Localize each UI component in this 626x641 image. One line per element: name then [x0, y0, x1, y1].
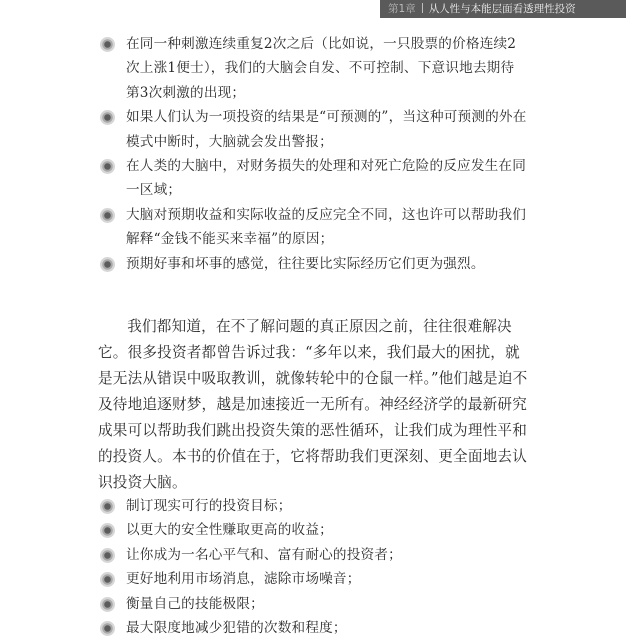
chapter-label: 第1章: [388, 3, 416, 15]
list-item-text: 衡量自己的技能极限；: [126, 595, 264, 612]
list-item: [98, 252, 528, 276]
list-item: [98, 105, 528, 154]
goals-list: [98, 494, 528, 640]
bullet-icon: [100, 499, 115, 514]
list-item: [98, 518, 528, 542]
bullet-icon: [100, 572, 115, 587]
list-item-text: 在人类的大脑中，对财务损失的处理和对死亡危险的反应发生在同一区域；: [126, 158, 527, 199]
list-item-text: 在同一种刺激连续重复2次之后（比如说，一只股票的价格连续2次上涨1便士），我们的大脑会自发、不可控制、下意识地去期待第3次刺激的出现；: [126, 36, 517, 101]
list-item-text: 大脑对预期收益和实际收益的反应完全不同，这也许可以帮助我们解释“金钱不能买来幸福”的原因；: [126, 206, 527, 248]
list-item-text: 预期好事和坏事的感觉，往往要比实际经历它们更为强烈。: [126, 255, 485, 272]
bullet-icon: [100, 110, 115, 125]
bullet-icon: [100, 37, 115, 52]
list-item: [98, 567, 528, 591]
bullet-icon: [100, 597, 115, 612]
bullet-icon: [100, 208, 115, 223]
list-item-text: 如果人们认为一项投资的结果是“可预测的”，当这种可预测的外在模式中断时，大脑就会发出警报；: [126, 109, 527, 150]
bullet-icon: [100, 257, 115, 272]
findings-list: [98, 32, 528, 276]
bullet-icon: [100, 621, 115, 636]
body-paragraph: 我们都知道，在不了解问题的真正原因之前，往往很难解决它。很多投资者都曾告诉过我：“多年以来，我们最大的困扰，就是无法从错误中吸取教训，就像转轮中的仓鼠一样。”他们越是迫不及待地追逐财梦，越是加速接近一无所有。神经经济学的最新研究成果可以帮助我们跳出投资失策的恶性循环，让我们成为理性平和的投资人。本书的价值在于，它将帮助我们更深刻、更全面地去认识投资大脑。: [98, 318, 528, 491]
chapter-title: 从人性与本能层面看透理性投资: [428, 3, 576, 15]
list-item-text: 以更大的安全性赚取更高的收益；: [126, 522, 333, 539]
header-divider: [422, 3, 423, 13]
list-item: [98, 494, 528, 518]
running-header: [380, 0, 626, 18]
list-item-text: 制订现实可行的投资目标；: [126, 498, 292, 514]
bullet-icon: [100, 523, 115, 538]
list-item: [98, 203, 528, 252]
list-item: [98, 616, 528, 640]
list-item: [98, 154, 528, 203]
list-item-text: 让你成为一名心平气和、富有耐心的投资者；: [126, 546, 402, 563]
list-item: [98, 543, 528, 567]
bullet-icon: [100, 548, 115, 563]
list-item: [98, 592, 528, 616]
bullet-icon: [100, 159, 115, 174]
list-item: [98, 32, 528, 105]
list-item-text: 最大限度地减少犯错的次数和程度；: [126, 620, 347, 637]
list-item-text: 更好地利用市场消息，滤除市场噪音；: [126, 571, 361, 588]
